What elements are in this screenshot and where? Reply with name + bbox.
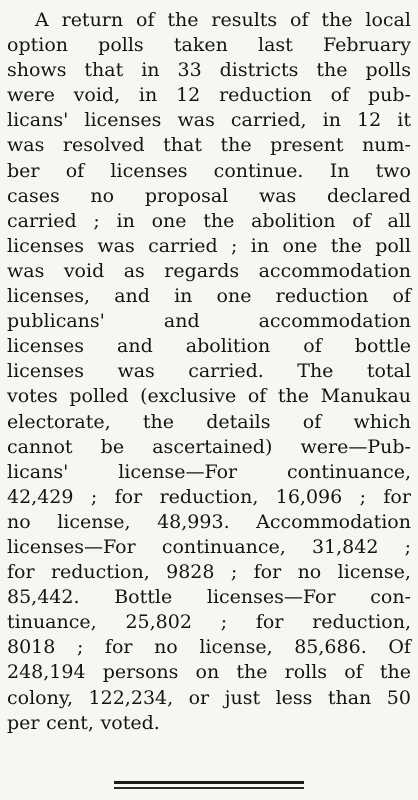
- article-word: cannot: [7, 435, 73, 458]
- article-word: the: [379, 661, 411, 684]
- article-word: bottle: [354, 335, 411, 358]
- article-word: the: [203, 209, 235, 232]
- article-word: resolved: [62, 134, 145, 157]
- article-line: [7, 359, 411, 384]
- article-word: votes: [7, 385, 58, 408]
- article-word: of: [344, 661, 363, 684]
- article-word: than: [327, 686, 372, 709]
- article-word: and: [163, 310, 200, 333]
- article-word: local: [365, 9, 411, 31]
- article-word: licans': [7, 109, 69, 132]
- article-word: colony,: [7, 686, 74, 709]
- article-word: for: [7, 561, 35, 584]
- article-word: Manukau: [320, 385, 411, 408]
- article-word: licenses: [7, 360, 85, 383]
- article-word: licenses: [110, 159, 188, 182]
- article-word: Of: [388, 636, 411, 659]
- article-line: [7, 435, 411, 460]
- article-word: last: [258, 34, 293, 57]
- article-word: for: [114, 485, 143, 508]
- article-line: [7, 83, 411, 108]
- article-word: of: [303, 335, 322, 358]
- article-word: void,: [73, 84, 121, 107]
- article-word: results: [211, 9, 278, 31]
- article-word: 12: [357, 109, 382, 132]
- article-word: polls: [98, 34, 144, 57]
- article-word: reduction: [219, 84, 312, 107]
- article-body: [7, 8, 411, 736]
- article-word: one: [282, 234, 318, 257]
- article-word: polled: [69, 385, 129, 408]
- article-line: [7, 610, 411, 635]
- end-rule-thick: [114, 781, 304, 784]
- article-line: [7, 33, 411, 58]
- article-word: of: [330, 84, 350, 107]
- article-line: [7, 8, 411, 33]
- article-word: In: [329, 159, 350, 182]
- article-word: two: [375, 159, 411, 182]
- article-word: of: [302, 410, 322, 433]
- article-word: 50: [386, 686, 411, 709]
- article-word: ;: [76, 636, 84, 659]
- article-word: it: [397, 109, 411, 132]
- article-word: was: [177, 109, 215, 132]
- article-line: [7, 560, 411, 585]
- article-word: of: [136, 9, 155, 31]
- article-word: was: [117, 360, 155, 383]
- article-word: were—Pub-: [300, 435, 411, 458]
- article-word: proposal: [144, 184, 229, 207]
- article-word: reduction: [275, 285, 369, 308]
- article-word: of: [65, 159, 85, 182]
- article-word: of: [352, 209, 371, 232]
- article-line: [7, 259, 411, 284]
- article-word: for: [104, 636, 133, 659]
- article-word: that: [163, 134, 202, 157]
- article-word: voted.: [100, 711, 160, 734]
- article-word: 48,993.: [157, 510, 230, 533]
- article-line: [7, 384, 411, 409]
- article-word: 8018: [7, 636, 56, 659]
- article-word: rolls: [284, 661, 328, 684]
- article-word: 248,194: [7, 661, 86, 684]
- article-word: continue.: [213, 159, 304, 182]
- article-word: as: [123, 259, 145, 282]
- article-word: 85,686.: [294, 636, 367, 659]
- article-word: licenses—For: [7, 535, 136, 558]
- article-word: reduction,: [159, 485, 259, 508]
- article-word: poll: [375, 234, 411, 257]
- article-word: in: [322, 109, 341, 132]
- article-word: ;: [231, 234, 238, 257]
- article-word: February: [322, 34, 411, 57]
- article-word: licenses,: [7, 285, 91, 308]
- article-word: abolition: [185, 335, 271, 358]
- article-line: [7, 108, 411, 133]
- article-word: (exclusive: [140, 385, 237, 408]
- article-line: [7, 660, 411, 685]
- article-line: [7, 535, 411, 560]
- article-word: shows: [7, 59, 67, 82]
- article-word: licenses: [84, 109, 162, 132]
- article-line: [7, 209, 411, 234]
- end-rule-thin: [114, 787, 304, 789]
- article-word: in: [174, 285, 193, 308]
- article-word: 25,802: [125, 611, 192, 634]
- article-word: for: [383, 485, 411, 508]
- article-word: 33: [177, 59, 202, 82]
- article-word: per: [7, 711, 40, 734]
- article-word: carried: [7, 209, 77, 232]
- article-word: cases: [7, 184, 60, 207]
- article-word: persons: [102, 661, 179, 684]
- article-word: present: [270, 134, 344, 157]
- article-word: ;: [220, 611, 228, 634]
- article-word: on: [195, 661, 220, 684]
- article-line: [7, 410, 411, 435]
- article-word: cent,: [46, 711, 94, 734]
- article-line: [7, 485, 411, 510]
- article-word: 85,442.: [7, 586, 80, 609]
- article-word: and: [114, 285, 150, 308]
- article-line: [7, 635, 411, 660]
- article-line: [7, 585, 411, 610]
- article-line: [7, 234, 411, 259]
- article-word: one: [151, 209, 187, 232]
- article-word: just: [224, 686, 261, 709]
- article-line: [7, 711, 411, 736]
- article-word: the: [236, 661, 268, 684]
- article-word: one: [216, 285, 252, 308]
- article-word: which: [353, 410, 411, 433]
- article-word: were: [7, 84, 55, 107]
- article-word: 122,234,: [88, 686, 174, 709]
- article-line: [7, 184, 411, 209]
- article-word: regards: [164, 259, 240, 282]
- article-word: license,: [57, 510, 131, 533]
- article-word: 16,096: [275, 485, 343, 508]
- article-line: [7, 133, 411, 158]
- article-word: licenses: [7, 335, 85, 358]
- article-word: void: [63, 259, 105, 282]
- article-word: declared: [327, 184, 411, 207]
- article-word: that: [84, 59, 124, 82]
- article-word: license,: [337, 561, 411, 584]
- article-word: return: [61, 9, 124, 31]
- article-word: less: [275, 686, 313, 709]
- article-word: no: [7, 510, 31, 533]
- article-word: the: [167, 9, 199, 31]
- article-word: continuance,: [161, 535, 286, 558]
- article-word: option: [7, 34, 68, 57]
- article-word: continuance,: [287, 460, 411, 483]
- article-line: [7, 58, 411, 83]
- article-word: ber: [7, 159, 40, 182]
- article-word: for: [255, 611, 284, 634]
- article-word: pub-: [367, 84, 411, 107]
- article-word: in: [141, 59, 160, 82]
- article-word: was: [7, 259, 45, 282]
- article-word: of: [247, 385, 267, 408]
- article-word: in: [250, 234, 270, 257]
- article-word: carried: [148, 234, 218, 257]
- article-word: the: [316, 59, 348, 82]
- article-word: 42,429: [7, 485, 74, 508]
- article-word: Accommodation: [256, 510, 411, 533]
- article-word: accommodation: [258, 310, 411, 333]
- article-line: [7, 460, 411, 485]
- article-word: ascertained): [152, 435, 273, 458]
- article-word: details: [206, 410, 271, 433]
- article-word: license,: [199, 636, 273, 659]
- article-word: taken: [173, 34, 228, 57]
- article-word: reduction,: [312, 611, 411, 634]
- article-word: A: [35, 9, 49, 31]
- article-word: of: [392, 285, 411, 308]
- article-word: ;: [230, 561, 238, 584]
- article-word: licans': [7, 460, 69, 483]
- article-word: 12: [176, 84, 201, 107]
- article-word: of: [290, 9, 309, 31]
- article-word: ;: [359, 485, 367, 508]
- article-word: con-: [370, 586, 411, 609]
- article-word: total: [366, 360, 411, 383]
- article-word: publicans': [7, 310, 105, 333]
- article-word: reduction,: [50, 561, 150, 584]
- article-line: [7, 284, 411, 309]
- article-word: tinuance,: [7, 611, 97, 634]
- article-word: licenses: [7, 234, 85, 257]
- article-word: no: [297, 561, 322, 584]
- article-word: carried.: [188, 360, 264, 383]
- article-line: [7, 334, 411, 359]
- article-word: the: [277, 385, 310, 408]
- article-word: was: [97, 234, 135, 257]
- article-word: the: [330, 234, 362, 257]
- article-word: abolition: [251, 209, 336, 232]
- article-word: was: [7, 134, 45, 157]
- article-word: all: [387, 209, 411, 232]
- article-word: districts: [219, 59, 299, 82]
- article-word: ;: [93, 209, 100, 232]
- article-word: the: [142, 410, 174, 433]
- end-rule: [114, 781, 304, 792]
- article-line: [7, 510, 411, 535]
- article-word: licenses—For: [206, 586, 336, 609]
- article-word: license—For: [118, 460, 238, 483]
- article-word: The: [297, 360, 334, 383]
- article-word: 9828: [166, 561, 215, 584]
- article-word: accommodation: [258, 259, 411, 282]
- article-word: carried,: [230, 109, 307, 132]
- article-word: the: [220, 134, 252, 157]
- article-word: and: [117, 335, 153, 358]
- article-word: be: [100, 435, 125, 458]
- article-word: for: [253, 561, 282, 584]
- article-line: [7, 159, 411, 184]
- article-word: ;: [90, 485, 98, 508]
- article-word: or: [188, 686, 210, 709]
- article-word: no: [90, 184, 115, 207]
- article-word: the: [321, 9, 353, 31]
- article-word: electorate,: [7, 410, 111, 433]
- article-line: [7, 309, 411, 334]
- article-word: polls: [365, 59, 411, 82]
- article-word: Bottle: [114, 586, 173, 609]
- article-word: in: [138, 84, 158, 107]
- article-word: no: [154, 636, 178, 659]
- article-word: was: [258, 184, 297, 207]
- article-word: 31,842: [311, 535, 379, 558]
- article-line: [7, 686, 411, 711]
- article-word: num-: [362, 134, 411, 157]
- article-word: ;: [404, 535, 411, 558]
- article-word: in: [116, 209, 135, 232]
